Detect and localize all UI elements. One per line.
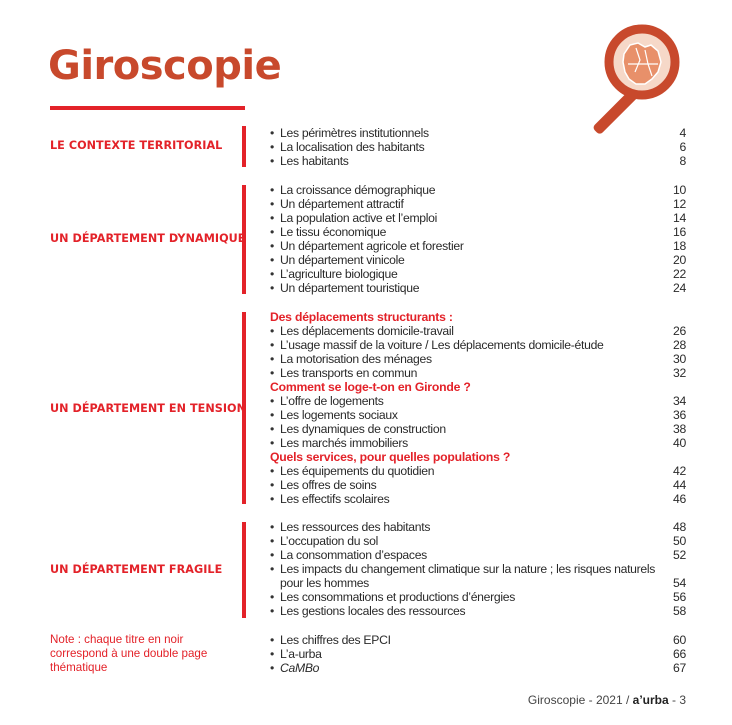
toc-list <box>270 310 686 506</box>
bullet: • <box>270 267 274 281</box>
toc-subheading: Quels services, pour quelles populations ? <box>270 450 511 464</box>
page-number: 16 <box>673 225 686 239</box>
toc-entry[interactable] <box>270 126 686 140</box>
entry-label: L’a-urba <box>280 647 322 661</box>
entry-label: Les impacts du changement climatique sur la nature ; les risques naturels pour les hommes <box>280 562 656 590</box>
toc-entry[interactable] <box>270 661 686 675</box>
bullet: • <box>270 408 274 422</box>
page-number: 32 <box>673 366 686 380</box>
entry-label: Les logements sociaux <box>280 408 398 422</box>
toc-entry[interactable] <box>270 183 686 197</box>
entry-label: Les habitants <box>280 154 349 168</box>
bullet: • <box>270 647 274 661</box>
toc-subheading: Des déplacements structurants : <box>270 310 453 324</box>
page-number: 60 <box>673 633 686 647</box>
entry-label: Les dynamiques de construction <box>280 422 446 436</box>
entry-label: Les effectifs scolaires <box>280 492 390 506</box>
section-bar <box>242 522 246 618</box>
page-number: 4 <box>679 126 686 140</box>
bullet: • <box>270 253 274 267</box>
toc-entry[interactable] <box>270 197 686 211</box>
entry-label: Les marchés immobiliers <box>280 436 408 450</box>
bullet: • <box>270 394 274 408</box>
toc-entry[interactable] <box>270 534 686 548</box>
page-number: 48 <box>673 520 686 534</box>
toc-entry[interactable] <box>270 562 686 590</box>
page-number: 40 <box>673 436 686 450</box>
entry-label: Les gestions locales des ressources <box>280 604 466 618</box>
entry-label: Le tissu économique <box>280 225 387 239</box>
entry-label: Les ressources des habitants <box>280 520 431 534</box>
page-number: 18 <box>673 239 686 253</box>
toc-entry[interactable] <box>270 281 686 295</box>
bullet: • <box>270 604 274 618</box>
entry-label: La croissance démographique <box>280 183 436 197</box>
page-number: 28 <box>673 338 686 352</box>
footer-prefix: Giroscopie - 2021 / <box>527 693 633 707</box>
toc-entry[interactable] <box>270 267 686 281</box>
entry-label: Les déplacements domicile-travail <box>280 324 454 338</box>
page-number: 52 <box>673 548 686 562</box>
page-number: 50 <box>673 534 686 548</box>
toc-entry[interactable] <box>270 352 686 366</box>
footer-brand: a’urba <box>632 693 669 707</box>
bullet: • <box>270 478 274 492</box>
bullet: • <box>270 281 274 295</box>
section-label: UN DÉPARTEMENT FRAGILE <box>50 563 223 576</box>
page-number: 20 <box>673 253 686 267</box>
page-number: 44 <box>673 478 686 492</box>
page-footer <box>528 693 686 707</box>
page-number: 66 <box>673 647 686 661</box>
bullet: • <box>270 492 274 506</box>
section-label: LE CONTEXTE TERRITORIAL <box>50 139 223 152</box>
bullet: • <box>270 239 274 253</box>
toc-entry[interactable] <box>270 520 686 534</box>
section-bar <box>242 126 246 167</box>
toc-entry[interactable] <box>270 366 686 380</box>
entry-label: L’occupation du sol <box>280 534 378 548</box>
title-underline <box>50 106 245 110</box>
page-number: 58 <box>673 604 686 618</box>
page-number: 30 <box>673 352 686 366</box>
toc-entry[interactable] <box>270 253 686 267</box>
entry-label: Un département agricole et forestier <box>280 239 464 253</box>
page-number: 8 <box>679 154 686 168</box>
bullet: • <box>270 534 274 548</box>
toc-list <box>270 126 686 168</box>
entry-label: L’agriculture biologique <box>280 267 398 281</box>
page-title: Giroscopie <box>48 43 282 89</box>
bullet: • <box>270 211 274 225</box>
bullet: • <box>270 154 274 168</box>
page-number: 36 <box>673 408 686 422</box>
toc-entry[interactable] <box>270 239 686 253</box>
section-label: UN DÉPARTEMENT DYNAMIQUE <box>50 232 246 245</box>
bullet: • <box>270 197 274 211</box>
toc-entry[interactable] <box>270 464 686 478</box>
entry-label: La consommation d’espaces <box>280 548 427 562</box>
bullet: • <box>270 225 274 239</box>
entry-label: La motorisation des ménages <box>280 352 432 366</box>
toc-subheading: Comment se loge-t-on en Gironde ? <box>270 380 471 394</box>
magnifier-map-icon <box>566 14 686 139</box>
section-label: UN DÉPARTEMENT EN TENSION <box>50 402 247 415</box>
toc-entry[interactable] <box>270 492 686 506</box>
toc-entry[interactable] <box>270 478 686 492</box>
bullet: • <box>270 464 274 478</box>
bullet: • <box>270 422 274 436</box>
note-text: Note : chaque titre en noir correspond à une double page thématique <box>50 633 208 674</box>
page-number: 24 <box>673 281 686 295</box>
toc-entry[interactable] <box>270 324 686 338</box>
toc-entry[interactable] <box>270 154 686 168</box>
page-number: 54 <box>673 576 686 590</box>
entry-label: L’usage massif de la voiture / Les déplacements domicile-étude <box>280 338 604 352</box>
bullet: • <box>270 324 274 338</box>
entry-label: Les chiffres des EPCI <box>280 633 391 647</box>
toc-entry[interactable] <box>270 436 686 450</box>
toc-list <box>270 183 686 295</box>
entry-label: Les équipements du quotidien <box>280 464 435 478</box>
toc-entry[interactable] <box>270 422 686 436</box>
bullet: • <box>270 352 274 366</box>
bullet: • <box>270 140 274 154</box>
toc-list <box>270 633 686 675</box>
toc-entry[interactable] <box>270 394 686 408</box>
page-number: 34 <box>673 394 686 408</box>
bullet: • <box>270 661 274 675</box>
entry-label: Un département touristique <box>280 281 420 295</box>
toc-entry[interactable] <box>270 338 686 352</box>
toc-entry[interactable] <box>270 408 686 422</box>
page-number: 67 <box>673 661 686 675</box>
page-number: 42 <box>673 464 686 478</box>
toc-entry[interactable] <box>270 548 686 562</box>
bullet: • <box>270 633 274 647</box>
page-number: 46 <box>673 492 686 506</box>
bullet: • <box>270 520 274 534</box>
bullet: • <box>270 366 274 380</box>
entry-label: La localisation des habitants <box>280 140 425 154</box>
entry-label: Un département attractif <box>280 197 404 211</box>
toc-entry[interactable] <box>270 647 686 661</box>
bullet: • <box>270 126 274 140</box>
entry-label: Un département vinicole <box>280 253 405 267</box>
page-number: 6 <box>679 140 686 154</box>
entry-label: La population active et l’emploi <box>280 211 438 225</box>
page-number: 38 <box>673 422 686 436</box>
page-number: 56 <box>673 590 686 604</box>
page-number: 14 <box>673 211 686 225</box>
bullet: • <box>270 590 274 604</box>
page-number: 10 <box>673 183 686 197</box>
bullet: • <box>270 436 274 450</box>
toc-list <box>270 520 686 618</box>
entry-label: Les consommations et productions d’énergies <box>280 590 516 604</box>
footer-suffix: - 3 <box>668 693 686 707</box>
toc-entry[interactable] <box>270 211 686 225</box>
toc-entry[interactable] <box>270 633 686 647</box>
page-number: 12 <box>673 197 686 211</box>
toc-entry[interactable] <box>270 604 686 618</box>
bullet: • <box>270 183 274 197</box>
bullet: • <box>270 562 274 576</box>
entry-label: CaMBo <box>280 661 320 675</box>
entry-label: Les transports en commun <box>280 366 418 380</box>
toc-entry[interactable] <box>270 590 686 604</box>
page-number: 22 <box>673 267 686 281</box>
entry-label: Les offres de soins <box>280 478 377 492</box>
page-number: 26 <box>673 324 686 338</box>
bullet: • <box>270 548 274 562</box>
toc-entry[interactable] <box>270 140 686 154</box>
toc-entry[interactable] <box>270 225 686 239</box>
entry-label: L’offre de logements <box>280 394 384 408</box>
bullet: • <box>270 338 274 352</box>
entry-label: Les périmètres institutionnels <box>280 126 429 140</box>
